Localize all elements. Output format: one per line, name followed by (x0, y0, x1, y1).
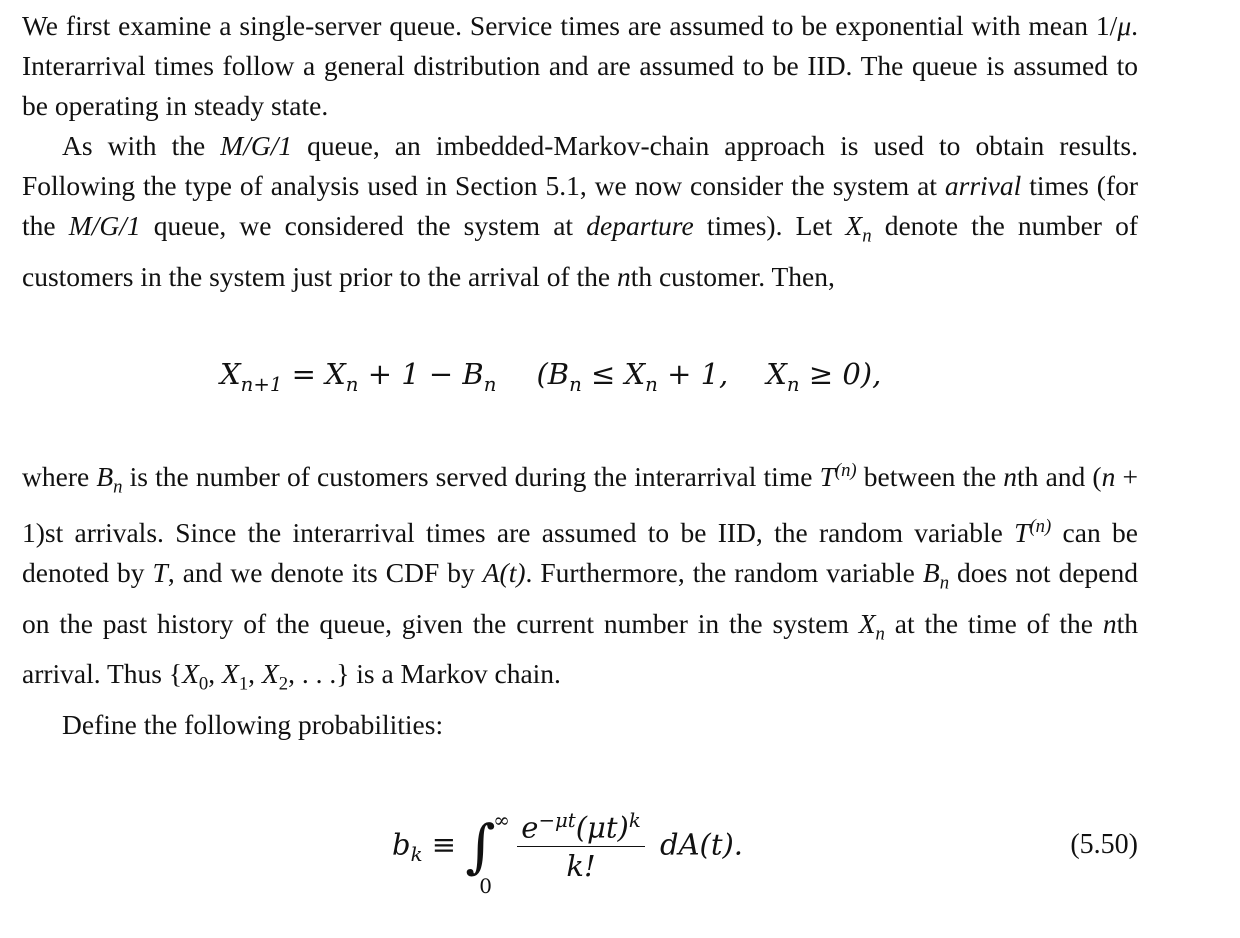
paragraph-2 (22, 126, 1138, 297)
math-b: B (96, 460, 114, 492)
math-sub: 1 (238, 673, 249, 695)
math-sub: n (645, 372, 658, 396)
math-t: T (1014, 517, 1030, 549)
math-sub: n (345, 372, 359, 396)
math-n: n (1003, 460, 1018, 492)
integral-upper: ∞ (493, 808, 510, 833)
math-sub: 0 (198, 673, 209, 695)
text: at the time of the (884, 607, 1103, 639)
integral-symbol: ∫ (465, 812, 496, 881)
denominator: k! (566, 849, 596, 884)
text: times (for the (22, 170, 1138, 241)
math-sub: n (786, 372, 800, 396)
math-x: X (222, 658, 239, 690)
page (22, 6, 1138, 899)
text: , (248, 658, 262, 690)
math-t: T (819, 460, 835, 492)
math-sup: k (628, 808, 641, 832)
text: We first examine a single-server queue. Service times are assumed to be exponential with mean 1/ (22, 10, 1118, 41)
integral-lower: 0 (479, 874, 493, 899)
math: (μt) (575, 810, 629, 845)
text: between the (856, 460, 1004, 492)
text: th arrival. Thus { (22, 607, 1138, 690)
text: is the number of customers served during the interarrival time (122, 460, 820, 492)
math-n: n (616, 260, 631, 292)
text: . Furthermore, the random variable (525, 557, 923, 589)
emphasis-departure: departure (586, 210, 694, 241)
math: X (766, 356, 787, 391)
text: th and ( (1017, 460, 1102, 492)
text: does not depend on the past history of the queue, given the current number in the system (22, 557, 1138, 639)
integral-sign (465, 808, 511, 899)
math-mg1: M/G/1 (220, 130, 293, 161)
text: , and we denote its CDF by (167, 557, 483, 589)
math-sub: n (113, 476, 123, 498)
text: denote the number of customers in the system just prior to the arrival of the (22, 210, 1138, 292)
math: + 1 − B (358, 356, 484, 391)
math-sub: n (569, 372, 582, 396)
math: ≤ X (581, 356, 646, 391)
text: , (208, 658, 222, 690)
math: = X (282, 356, 346, 391)
math-mg1: M/G/1 (68, 210, 141, 241)
text: . Interarrival times follow a general distribution and are assumed to be IID. The queue is assumed to be operating in steady state. (22, 10, 1138, 121)
fraction (517, 809, 645, 884)
equation-number: (5.50) (1070, 828, 1138, 860)
math-equiv: ≡ (422, 827, 466, 862)
math-t: T (152, 557, 168, 589)
math-sup: (n) (834, 459, 857, 481)
math-sub: n (939, 572, 950, 594)
equation-recurrence (22, 335, 1138, 415)
paragraph-4: Define the following probabilities: (62, 708, 444, 740)
text: where (22, 460, 97, 492)
text: can be denoted by (22, 517, 1138, 589)
math-sub: n (862, 225, 872, 247)
text: + 1)st arrivals. Since the interarrival times are assumed to be IID, the random variable (22, 460, 1138, 549)
math-sub: 2 (278, 673, 289, 695)
text: , . . .} is a Markov chain. (288, 658, 561, 690)
math: dA(t). (650, 827, 744, 862)
math: e (521, 810, 539, 845)
math: ≥ 0), (799, 356, 882, 391)
text: th customer. Then, (630, 260, 835, 292)
math: X (220, 356, 241, 391)
math: + 1, (657, 356, 729, 391)
math-sup: −μt (538, 808, 576, 832)
math-x: X (261, 658, 279, 690)
math-n: n (1102, 607, 1117, 639)
math-x: X (182, 658, 199, 690)
emphasis-arrival: arrival (944, 170, 1022, 201)
math-b: B (922, 557, 940, 589)
math-sub: n (875, 623, 885, 645)
equation-5-50 (22, 789, 1138, 899)
math: (B (536, 356, 570, 391)
numerator (517, 809, 645, 848)
text: times). Let (693, 210, 846, 241)
paragraph-3 (22, 451, 1138, 705)
math-sub: k (410, 842, 423, 866)
paragraph-1 (22, 6, 1138, 126)
math-x: X (845, 210, 863, 241)
math-sub: n+1 (240, 372, 283, 396)
math-n: n (1101, 460, 1116, 492)
text: queue, an imbedded-Markov-chain approach is used to obtain results. Following the type of analysis used in Section 5.1, we now consider the system at (22, 130, 1138, 201)
math-b: b (392, 827, 411, 862)
text: queue, we considered the system at (140, 210, 587, 241)
math-cdf: A(t) (482, 557, 526, 589)
math-x: X (858, 607, 876, 639)
math-sub: n (483, 372, 497, 396)
math-mu: μ (1117, 10, 1132, 41)
math-sup: (n) (1029, 516, 1052, 538)
text: As with the (62, 130, 221, 161)
